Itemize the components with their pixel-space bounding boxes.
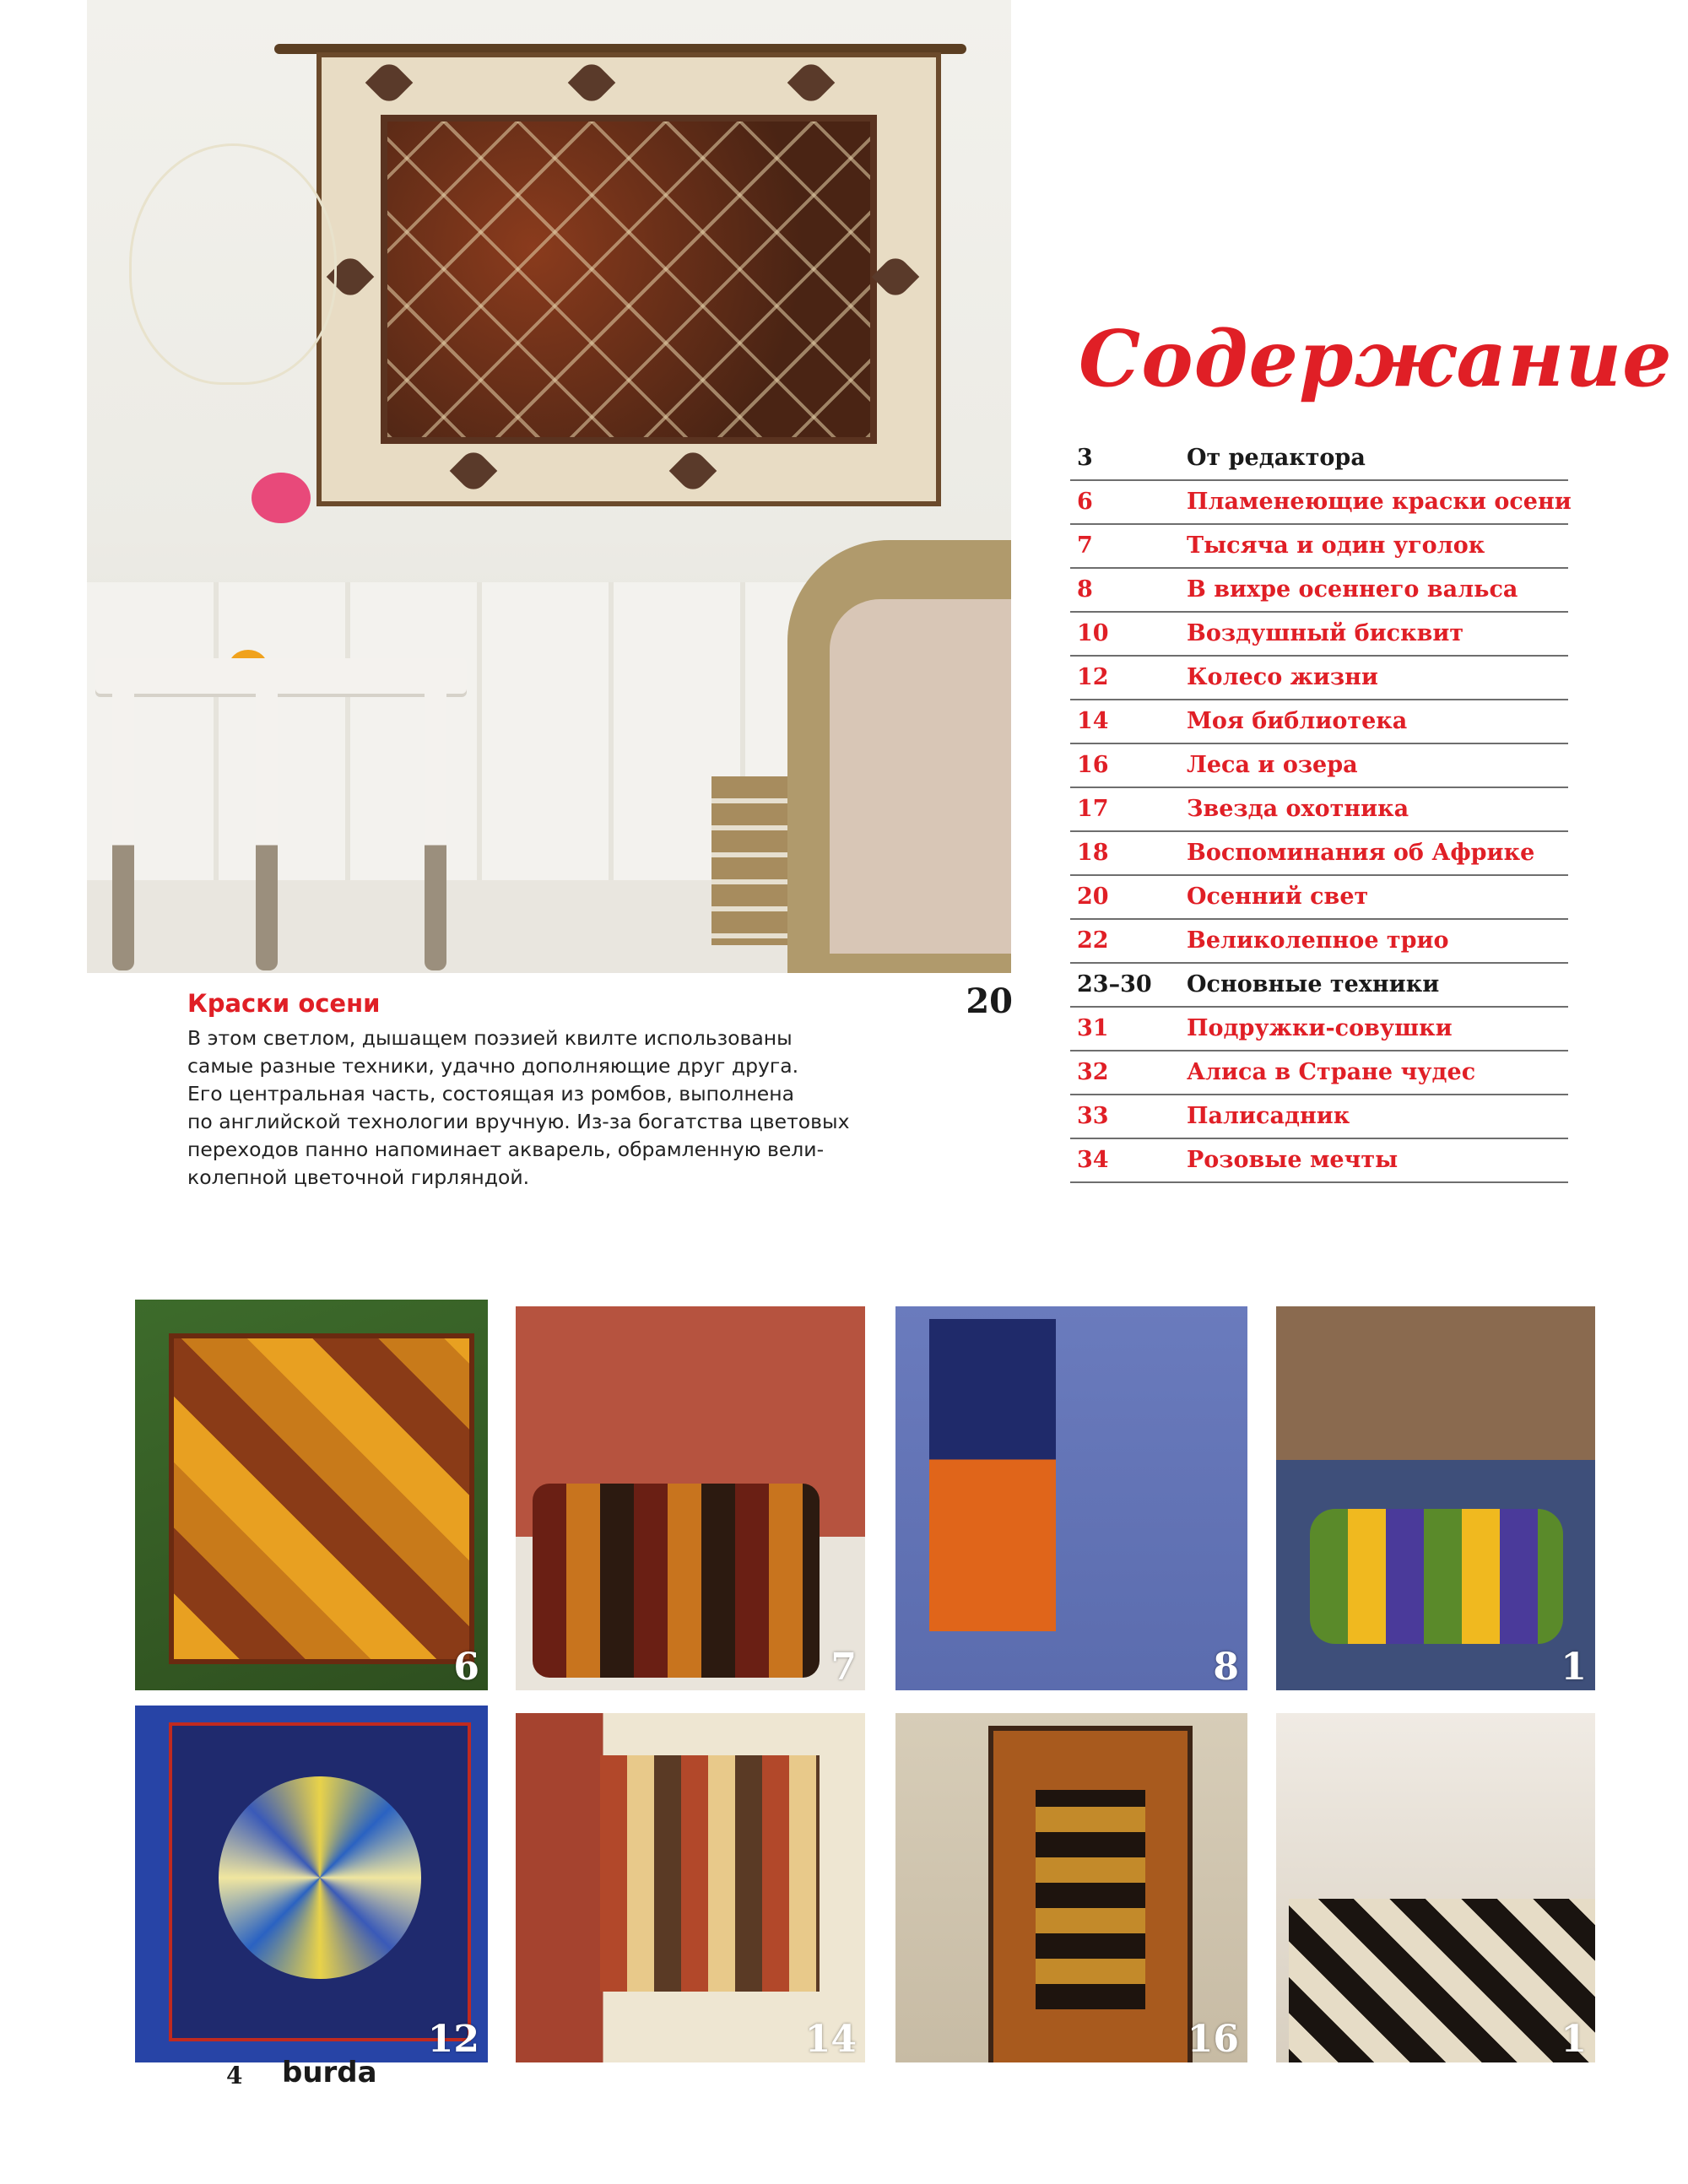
toc-page-number: 34: [1077, 1147, 1109, 1173]
toc-page-number: 33: [1077, 1103, 1109, 1129]
flower-applique: [450, 447, 498, 495]
burda-logo: burda: [282, 2056, 377, 2089]
quilt-diamond-center: [381, 115, 877, 444]
toc-entry-title: Звезда охотника: [1187, 796, 1409, 822]
thumbnail-page-number: 8: [1213, 1646, 1239, 1689]
side-table: [87, 658, 475, 973]
thumbnail-photo[interactable]: [135, 1300, 488, 1690]
flower-applique: [787, 59, 836, 107]
roses-vase: [252, 473, 311, 523]
toc-entry-title: Моя библиотека: [1187, 708, 1408, 734]
flower-applique: [568, 59, 616, 107]
toc-page-number: 18: [1077, 840, 1109, 866]
toc-entry[interactable]: [1070, 613, 1568, 657]
caption-line: по английской технологии вручную. Из-за богатства цветовых: [187, 1110, 850, 1133]
toc-entry-title: Воздушный бисквит: [1187, 620, 1464, 646]
caption-text: [187, 1024, 913, 1192]
toc-page-number: 17: [1077, 796, 1109, 822]
quilt-image: [988, 1726, 1193, 2062]
wall-quilt: [316, 52, 941, 506]
toc-entry-title: Алиса в Стране чудес: [1187, 1059, 1476, 1085]
quilt-image: [929, 1319, 1056, 1631]
toc-page-number: 12: [1077, 664, 1109, 690]
toc-entry-title: Осенний свет: [1187, 884, 1369, 910]
toc-entry[interactable]: [1070, 744, 1568, 788]
quilt-image: [533, 1484, 820, 1678]
quilt-image: [169, 1722, 471, 2041]
toc-entry[interactable]: [1070, 1139, 1568, 1183]
toc-page-number: 16: [1077, 752, 1109, 778]
folio-page-number: 4: [226, 2062, 243, 2089]
caption-line: самые разные техники, удачно дополняющие друг друга.: [187, 1054, 799, 1078]
toc-entry[interactable]: [1070, 964, 1568, 1008]
toc-page-number: 20: [1077, 884, 1109, 910]
toc-entry-title: Основные техники: [1187, 971, 1440, 997]
quilt-image: [169, 1333, 474, 1664]
toc-entry-title: Воспоминания об Африке: [1187, 840, 1535, 866]
thumbnail-page-number: 1: [1561, 1646, 1587, 1689]
table-leg: [425, 692, 446, 970]
toc-entry-title: Тысяча и один уголок: [1187, 532, 1485, 559]
thumbnail-page-number: 16: [1187, 2018, 1239, 2061]
caption-line: колепной цветочной гирляндой.: [187, 1165, 530, 1189]
toc-page-number: 22: [1077, 927, 1109, 954]
toc-page-number: 10: [1077, 620, 1109, 646]
toc-page-number: 14: [1077, 708, 1109, 734]
toc-page-number: 3: [1077, 445, 1093, 471]
thumbnail-photo[interactable]: [135, 1706, 488, 2062]
toc-page-number: 8: [1077, 576, 1093, 603]
quilt-image: [1310, 1509, 1563, 1644]
table-leg: [112, 692, 134, 970]
toc-entry[interactable]: [1070, 569, 1568, 613]
flower-applique: [872, 253, 920, 301]
thumbnail-photo[interactable]: [1276, 1306, 1595, 1690]
thumbnail-page-number: 7: [830, 1646, 857, 1689]
toc-entry[interactable]: [1070, 1051, 1568, 1095]
toc-entry[interactable]: [1070, 437, 1568, 481]
thumbnail-page-number: 6: [453, 1646, 479, 1689]
toc-page-number: 6: [1077, 489, 1093, 515]
table-of-contents: [1070, 437, 1572, 1183]
toc-entry-title: В вихре осеннего вальса: [1187, 576, 1518, 603]
toc-entry-title: Великолепное трио: [1187, 927, 1449, 954]
flower-applique: [365, 59, 414, 107]
hero-photo: [87, 0, 1011, 973]
toc-entry-title: От редактора: [1187, 445, 1366, 471]
toc-entry-title: Колесо жизни: [1187, 664, 1378, 690]
toc-entry-title: Пламенеющие краски осени: [1187, 489, 1572, 515]
toc-page-number: 23–30: [1077, 971, 1152, 997]
toc-entry[interactable]: [1070, 1008, 1568, 1051]
thumbnail-photo[interactable]: [1276, 1713, 1595, 2062]
thumbnail-page-number: 14: [804, 2018, 857, 2061]
toc-entry[interactable]: [1070, 481, 1572, 525]
toc-entry-title: Леса и озера: [1187, 752, 1358, 778]
caption-line: Его центральная часть, состоящая из ромбов, выполнена: [187, 1082, 795, 1106]
quilt-image: [1289, 1899, 1595, 2062]
toc-entry[interactable]: [1070, 525, 1568, 569]
toc-entry-title: Подружки-совушки: [1187, 1015, 1453, 1041]
thumbnail-page-number: 1: [1561, 2018, 1587, 2061]
toc-entry[interactable]: [1070, 1095, 1568, 1139]
toc-entry[interactable]: [1070, 788, 1568, 832]
thumbnail-photo[interactable]: [516, 1306, 865, 1690]
toc-entry[interactable]: [1070, 657, 1568, 700]
toc-entry-title: Розовые мечты: [1187, 1147, 1399, 1173]
thumbnail-page-number: 12: [427, 2018, 479, 2061]
blanket: [830, 599, 1011, 954]
toc-entry[interactable]: [1070, 700, 1568, 744]
caption-title: Краски осени: [187, 989, 381, 1018]
caption-line: В этом светлом, дышащем поэзией квилте использованы: [187, 1026, 793, 1050]
flower-applique: [669, 447, 717, 495]
toc-heading: Содержание: [1079, 313, 1673, 404]
toc-entry[interactable]: [1070, 920, 1568, 964]
toc-entry-title: Палисадник: [1187, 1103, 1350, 1129]
toc-page-number: 31: [1077, 1015, 1109, 1041]
toc-entry[interactable]: [1070, 832, 1568, 876]
chandelier: [129, 143, 337, 385]
table-leg: [256, 692, 278, 970]
quilt-image: [600, 1755, 820, 1992]
caption-line: переходов панно напоминает акварель, обрамленную вели-: [187, 1138, 825, 1161]
thumbnail-photo[interactable]: [895, 1713, 1247, 2062]
thumbnail-photo[interactable]: [516, 1713, 865, 2062]
toc-page-number: 32: [1077, 1059, 1109, 1085]
caption-page-number: 20: [966, 981, 1013, 1021]
toc-entry[interactable]: [1070, 876, 1568, 920]
table-top: [95, 658, 467, 694]
thumbnail-photo[interactable]: [895, 1306, 1247, 1690]
toc-page-number: 7: [1077, 532, 1093, 559]
